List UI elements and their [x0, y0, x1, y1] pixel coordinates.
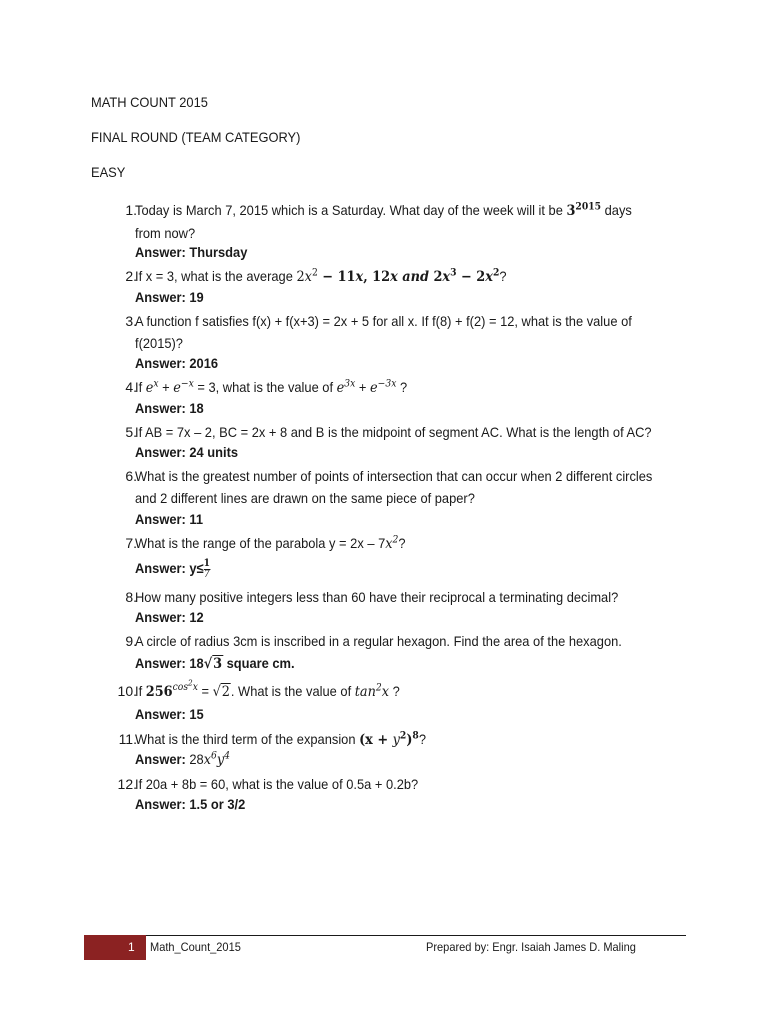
answer-11: Answer: $28x^6y^4$	[135, 750, 231, 768]
math-expression: $3^{2015}$	[566, 201, 602, 219]
answer-2: Answer: 19	[135, 289, 204, 305]
question-text: If $e^x + e^{-x} = 3$, what is the value of $e^{3x} + e^{-3x}$ ?	[135, 378, 408, 396]
level-title: EASY	[91, 164, 126, 180]
answer-5: Answer: 24 units	[135, 444, 239, 460]
document-title: MATH COUNT 2015	[91, 94, 208, 110]
math-expression: $(x + y^2)^8$	[359, 730, 419, 748]
question-number: 10.	[117, 683, 137, 699]
question-number: 9.	[125, 633, 137, 649]
round-title: FINAL ROUND (TEAM CATEGORY)	[91, 129, 301, 145]
fraction-one-seventh: $\frac{1}{7}$	[203, 558, 211, 580]
footer-accent-box	[84, 935, 146, 960]
question-text: A function f satisfies f(x) + f(x+3) = 2x + 5 for all x. If f(8) + f(2) = 12, what is the value of f(2015)?	[135, 313, 632, 351]
question-number: 5.	[125, 424, 137, 440]
answer-12: Answer: 1.5 or 3/2	[135, 796, 246, 812]
question-number: 1.	[125, 202, 137, 218]
answer-6: Answer: 11	[135, 511, 204, 527]
math-expression: $e^x$	[145, 378, 159, 396]
math-expression: $\tan^2x$	[354, 682, 390, 700]
question-number: 8.	[125, 589, 137, 605]
page-number: 1	[128, 940, 135, 954]
question-number: 3.	[125, 313, 137, 329]
question-text: If AB = 7x – 2, BC = 2x + 8 and B is the midpoint of segment AC. What is the length of AC?	[135, 424, 652, 440]
footer-doc-name: Math_Count_2015	[150, 940, 241, 954]
question-text: A circle of radius 3cm is inscribed in a regular hexagon. Find the area of the hexagon.	[135, 633, 622, 649]
answer-8: Answer: 12	[135, 609, 204, 625]
question-text: Today is March 7, 2015 which is a Saturday. What day of the week will it be $3^{2015}$ days from now?	[135, 201, 632, 241]
question-number: 11.	[118, 731, 137, 747]
question-number: 6.	[125, 468, 137, 484]
sqrt-three: √3	[203, 656, 223, 672]
answer-4: Answer: 18	[135, 400, 204, 416]
math-expression: $2x^2 - 11x$, 12x and $2x^3 - 2x^2$	[296, 267, 500, 285]
answer-9: Answer: 18√3 square cm.	[135, 655, 295, 672]
answer-7: Answer: y≤ $\frac{1}{7}$	[135, 558, 211, 580]
question-text: What is the third term of the expansion $(x + y^2)^8$?	[135, 730, 427, 748]
question-text: How many positive integers less than 60 have their reciprocal a terminating decimal?	[135, 589, 619, 605]
answer-10: Answer: 15	[135, 706, 204, 722]
math-expression: $x^2$	[385, 534, 399, 552]
question-text: What is the greatest number of points of intersection that can occur when 2 different circles and 2 different lines are drawn on the same piece of paper?	[135, 468, 653, 506]
footer-prepared-by: Prepared by: Engr. Isaiah James D. Maling	[426, 940, 636, 954]
sqrt-two: √2	[212, 684, 230, 700]
question-text: If $256^{cos^2x} = √2$. What is the value of $\tan^2x$ ?	[135, 679, 400, 700]
math-expression: $e^{3x}$	[336, 378, 356, 396]
question-number: 4.	[125, 379, 137, 395]
question-number: 7.	[125, 535, 137, 551]
math-expression: $256^{cos^2x}$	[145, 679, 198, 700]
question-text: If x = 3, what is the average $2x^2 - 11x$, 12x and $2x^3 - 2x^2$?	[135, 267, 507, 285]
footer-divider	[84, 935, 686, 936]
question-text: If 20a + 8b = 60, what is the value of 0.5a + 0.2b?	[135, 776, 419, 792]
math-expression: $x^6y^4$	[203, 750, 231, 768]
question-number: 12.	[117, 776, 137, 792]
answer-1: Answer: Thursday	[135, 244, 248, 260]
question-number: 2.	[125, 268, 137, 284]
question-text: What is the range of the parabola $y = 2x - 7x^2$?	[135, 534, 406, 552]
answer-3: Answer: 2016	[135, 355, 219, 371]
